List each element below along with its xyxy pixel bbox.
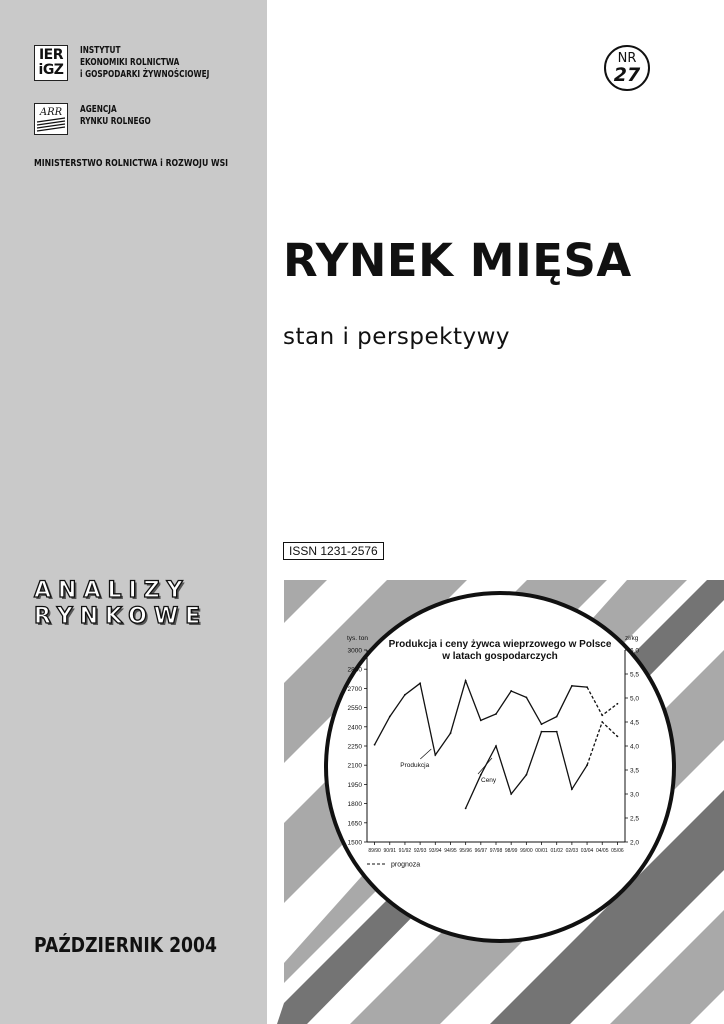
institute-line: EKONOMIKI ROLNICTWA: [80, 57, 180, 68]
sidebar-panel: [0, 0, 267, 1024]
agency-line: RYNKU ROLNEGO: [80, 116, 151, 127]
y-left-tick-label: 2850: [347, 666, 362, 674]
data-point-ceny: [601, 721, 603, 723]
page-title: RYNEK MIĘSA: [283, 234, 632, 287]
data-point-produkcja: [571, 685, 573, 687]
legend-forecast-label: prognoza: [391, 861, 421, 869]
institute-name: [80, 45, 230, 81]
issue-number: 27: [613, 64, 641, 86]
data-point-ceny: [510, 793, 512, 795]
x-tick-label: 91/92: [398, 848, 412, 854]
y-right-tick-label: 5,5: [630, 671, 640, 679]
y-left-tick-label: 3000: [347, 647, 362, 655]
data-point-produkcja: [541, 723, 543, 725]
x-tick-label: 89/90: [368, 848, 381, 854]
x-tick-label: 98/99: [504, 848, 518, 854]
data-point-produkcja: [556, 716, 558, 718]
chart-title-line2: w latach gospodarczych: [442, 651, 558, 662]
y-right-label: zł/kg: [625, 635, 639, 642]
data-point-produkcja: [404, 694, 406, 696]
series-label-produkcja: Produkcja: [400, 761, 430, 769]
ministry-name: MINISTERSTWO ROLNICTWA i ROZWOJU WSI: [34, 158, 229, 169]
y-right-tick-label: 4,0: [630, 743, 640, 751]
series-label-ceny: Ceny: [481, 777, 497, 784]
arr-logo: [34, 103, 68, 135]
y-right-tick-label: 3,0: [630, 791, 640, 799]
data-point-ceny: [617, 736, 619, 738]
data-point-produkcja: [586, 686, 588, 688]
x-tick-label: 01/02: [550, 848, 563, 854]
y-left-tick-label: 2700: [347, 685, 362, 693]
series-name-line1: ANALIZY: [34, 578, 190, 603]
y-right-tick-label: 3,5: [630, 767, 640, 775]
x-tick-label: 04/05: [595, 848, 609, 854]
y-left-tick-label: 1500: [347, 839, 362, 847]
ierigz-logo-line1: IER: [38, 47, 64, 63]
y-left-tick-label: 2100: [347, 762, 362, 770]
data-point-produkcja: [450, 732, 452, 734]
agency-name: [80, 104, 162, 128]
issue-number-badge: [604, 45, 650, 91]
y-left-tick-label: 2550: [347, 705, 362, 713]
data-point-ceny: [480, 774, 482, 776]
x-tick-label: 93/94: [429, 848, 442, 854]
x-tick-label: 94/95: [444, 848, 457, 854]
arr-logo-letters: ARR: [39, 107, 63, 118]
cover-graphic: [267, 540, 724, 1024]
data-point-produkcja: [419, 682, 421, 684]
series-name: [34, 578, 234, 630]
x-tick-label: 05/06: [611, 848, 624, 854]
y-left-tick-label: 2400: [347, 724, 362, 732]
chart-title-line1: Produkcja i ceny żywca wieprzowego w Polsce: [388, 639, 612, 650]
data-point-ceny: [495, 745, 497, 747]
institute-line: INSTYTUT: [80, 45, 121, 56]
x-tick-label: 97/98: [489, 848, 503, 854]
y-right-tick-label: 2,5: [630, 815, 640, 823]
data-point-produkcja: [374, 744, 376, 746]
series-name-line2: RYNKOWE: [34, 604, 208, 629]
data-point-produkcja: [525, 696, 527, 698]
agency-line: AGENCJA: [80, 104, 117, 115]
data-point-ceny: [525, 774, 527, 776]
x-tick-label: 92/93: [413, 848, 427, 854]
y-left-tick-label: 1950: [347, 781, 362, 789]
y-left-tick-label: 2250: [347, 743, 362, 751]
x-tick-label: 96/97: [474, 848, 488, 854]
data-point-produkcja: [389, 716, 391, 718]
page-subtitle: stan i perspektywy: [283, 324, 510, 350]
y-right-tick-label: 2,0: [630, 839, 640, 847]
x-tick-label: 95/96: [459, 848, 472, 854]
institute-line: i GOSPODARKI ŻYWNOŚCIOWEJ: [80, 69, 210, 80]
y-left-tick-label: 1800: [347, 801, 362, 809]
y-left-label: tys. ton: [347, 635, 368, 642]
x-tick-label: 90/91: [383, 848, 397, 854]
x-tick-label: 00/01: [535, 848, 548, 854]
data-point-produkcja: [510, 690, 512, 692]
data-point-ceny: [586, 764, 588, 766]
x-tick-label: 02/03: [565, 848, 579, 854]
y-left-tick-label: 1650: [347, 820, 362, 828]
ierigz-logo: [34, 45, 68, 81]
publication-date: PAŹDZIERNIK 2004: [34, 933, 217, 957]
data-point-produkcja: [601, 714, 603, 716]
data-point-produkcja: [434, 754, 436, 756]
data-point-ceny: [556, 731, 558, 733]
data-point-produkcja: [480, 720, 482, 722]
x-tick-label: 03/04: [580, 848, 594, 854]
data-point-produkcja: [495, 713, 497, 715]
issue-number-prefix: NR: [617, 51, 637, 66]
issn-number: ISSN 1231-2576: [283, 542, 384, 560]
data-point-ceny: [571, 788, 573, 790]
y-right-tick-label: 6,0: [630, 647, 640, 655]
data-point-produkcja: [617, 703, 619, 705]
y-right-tick-label: 4,5: [630, 719, 640, 727]
ierigz-logo-line2: iGZ: [38, 62, 64, 78]
data-point-ceny: [541, 731, 543, 733]
data-point-ceny: [465, 808, 467, 810]
x-tick-label: 99/00: [520, 848, 533, 854]
data-point-produkcja: [465, 680, 467, 682]
y-right-tick-label: 5,0: [630, 695, 640, 703]
